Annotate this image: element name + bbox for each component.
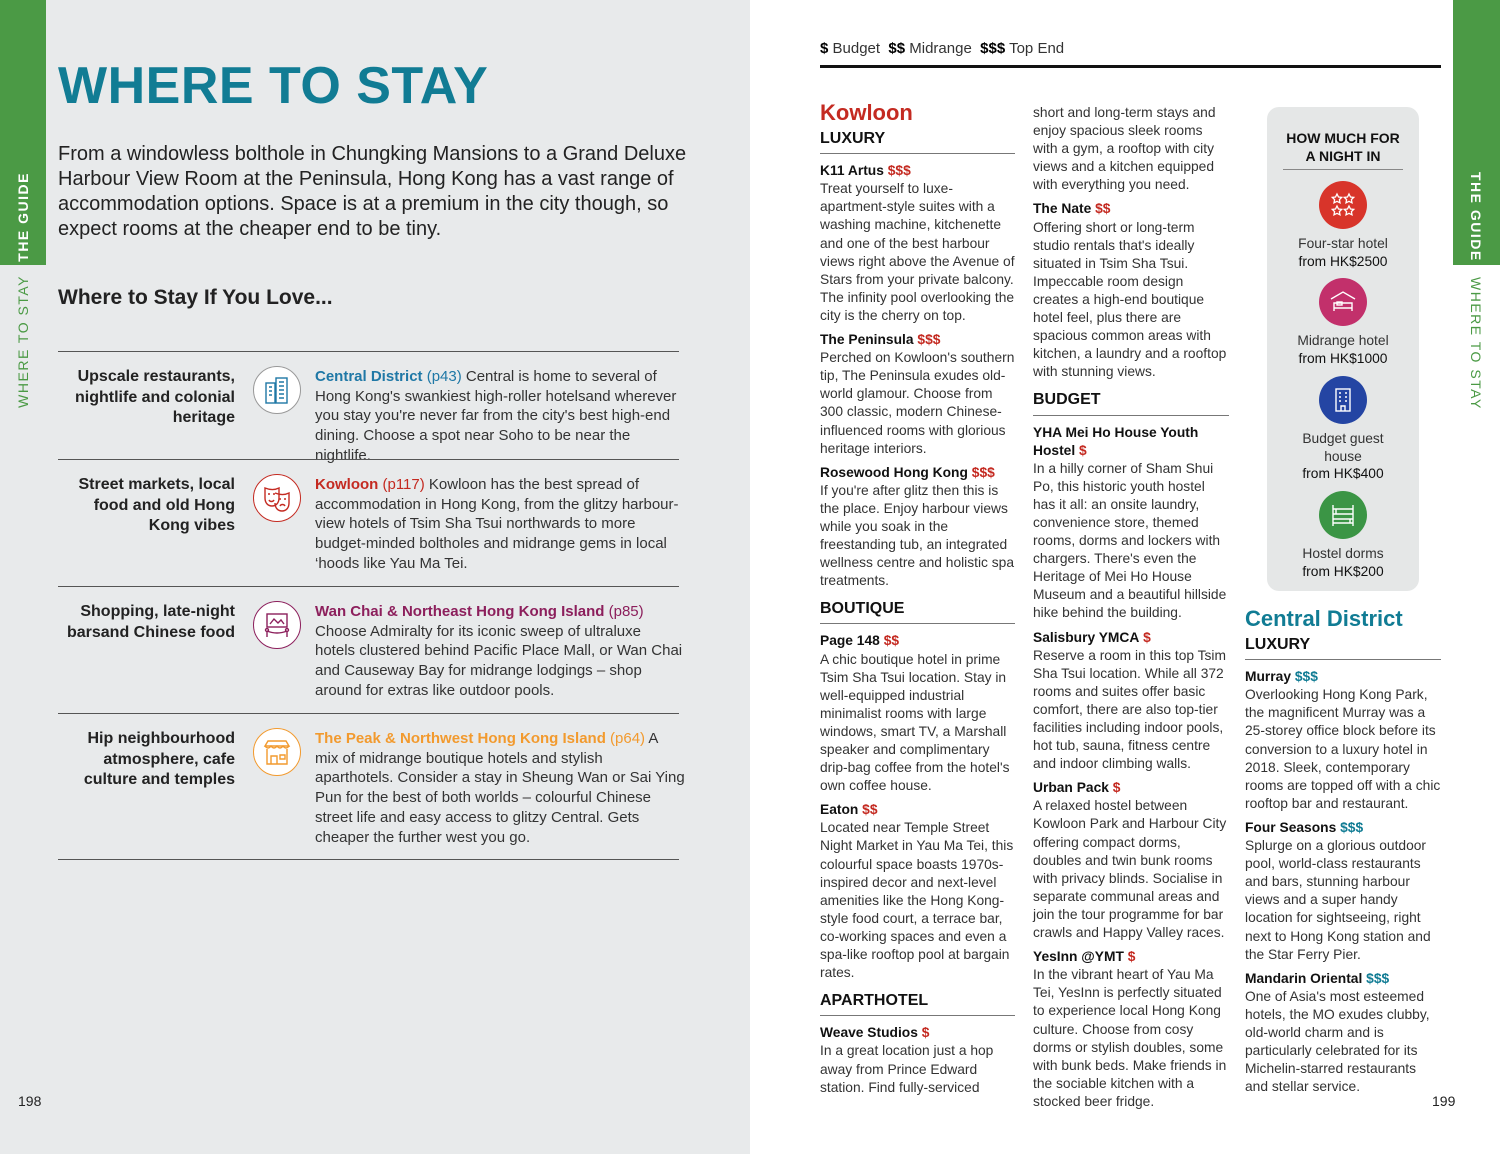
page-title: WHERE TO STAY [58, 57, 489, 115]
listing-nate: The Nate $$ Offering short or long-term studio rentals that's ideally situated in Tsim Sha Tsui. Impeccable room design creates a high-end boutique hotel feel, plus there are spacious common areas with kitchen, a laundry and a rooftop with stunning views. [1033, 201, 1227, 380]
page-number-left: 198 [18, 1093, 42, 1109]
kowloon-column-1 [820, 100, 1015, 1103]
love-row-kowloon [58, 459, 679, 586]
gallery-icon [253, 601, 301, 649]
kowloon-heading: Kowloon [820, 100, 913, 125]
building-icon [1319, 376, 1367, 424]
listing-yha: YHA Mei Ho House Youth Hostel $ In a hilly corner of Sham Shui Po, this historic youth hostel has it all: an onsite laundry, convenience store, themed rooms, dorms and lockers with chargers. There's even the Heritage of Mei Ho House Museum and a beautiful hillside hike behind the building. [1033, 424, 1227, 621]
theatre-masks-icon [253, 474, 301, 522]
page-number-right: 199 [1432, 1093, 1456, 1109]
tier-midrange: Midrange hotel from HK$1000 [1267, 278, 1419, 367]
central-luxury-heading: LUXURY [1245, 636, 1441, 660]
listing-page148: Page 148 $$ A chic boutique hotel in prime Tsim Sha Tsui location. Stay in well-equipped industrial minimalist rooms with large windows, smart TV, a Marshall speaker and complimentary drip-bag coffee from the hotel's own coffee house. [820, 633, 1010, 794]
bed-icon [1319, 278, 1367, 326]
listing-urban-pack: Urban Pack $ A relaxed hostel between Kowloon Park and Harbour City offering compact dorms, doubles and twin bunk rooms with privacy blinds. Socialise in separate communal areas and join the tour programme for bar crawls and Happy Valley races. [1033, 780, 1227, 941]
love-row-central [58, 351, 679, 464]
love-subheading: Where to Stay If You Love... [58, 286, 333, 309]
love-text: Central District (p43) Central is home to several of Hong Kong's swankiest high-roller hotelsand wherever you stay you're never far from the city's best high-end dining. Choose a spot near Soho to be near the nightlife. [315, 368, 677, 464]
listing-ymca: Salisbury YMCA $ Reserve a room in this top Tsim Sha Tsui location. While all 372 rooms and suites offer basic comfort, there are also top-tier facilities including indoor pools, hot tub, sauna, fitness centre and indoor climbing walls. [1033, 629, 1226, 772]
love-text: Kowloon (p117) Kowloon has the best spread of accommodation in Hong Kong, from the glitzy harbour-view hotels of Tsim Sha Tsui northwards to more budget-minded boltholes and midrange gems in local ‘hoods like Yau Ma Tei. [315, 476, 679, 572]
section-label-left: WHERE TO STAY [15, 275, 31, 408]
price-legend: $ Budget $$ Midrange $$$ Top End [820, 40, 1065, 57]
price-guide-box [1267, 107, 1419, 591]
central-district-heading: Central District [1245, 606, 1403, 631]
area-link[interactable]: Central District [315, 368, 423, 385]
love-row-wanchai [58, 586, 683, 713]
area-link[interactable]: The Peak & Northwest Hong Kong Island [315, 730, 606, 747]
price-guide-title: HOW MUCH FOR A NIGHT IN [1283, 129, 1403, 170]
central-district-column [1245, 606, 1441, 1102]
budget-heading: BUDGET [1033, 391, 1229, 415]
listing-eaton: Eaton $$ Located near Temple Street Night Market in Yau Ma Tei, this colourful space boasts 1970s-inspired decor and next-level amenities like the Hong Kong-style food court, a terrace bar, co-working spaces and even a spa-like rooftop pool at bargain rates. [820, 802, 1014, 981]
love-text: Wan Chai & Northeast Hong Kong Island (p85) Choose Admiralty for its iconic sweep of ultraluxe hotels clustered behind Pacific Place Mall, or Wan Chai and Causeway Bay for midrange lodgings – shop around for extras like outdoor pools. [315, 603, 683, 699]
shopfront-icon [253, 728, 301, 776]
listing-murray: Murray $$$ Overlooking Hong Kong Park, the magnificent Murray was a 25-storey office block before its conversion to a luxury hotel in 2018. Sleek, contemporary rooms are topped off with a chic rooftop bar and restaurant. [1245, 669, 1441, 811]
intro-paragraph: From a windowless bolthole in Chungking Mansions to a Grand Deluxe Harbour View Room at the Peninsula, Hong Kong has a vast range of accommodation options. Space is at a premium in the city though, so expect rooms at the cheaper end to be tiny. [58, 143, 687, 240]
guide-tab-label-right: THE GUIDE [1468, 172, 1484, 262]
love-row-peak [58, 713, 685, 860]
listing-yesinn: YesInn @YMT $ In the vibrant heart of Yau Ma Tei, YesInn is perfectly situated to experience local Hong Kong culture. Choose from cosy dorms or stylish doubles, some with bunk beds. Make friends in the sociable kitchen with a stocked beer fridge. [1033, 949, 1227, 1109]
area-link[interactable]: Wan Chai & Northeast Hong Kong Island [315, 603, 605, 620]
guide-tab-label-left: THE GUIDE [15, 172, 31, 262]
love-label: Street markets, local food and old Hong Kong vibes [78, 476, 235, 534]
four-star-icon [1319, 181, 1367, 229]
bunk-bed-icon [1319, 491, 1367, 539]
love-label: Hip neighbourhood atmosphere, cafe culture and temples [83, 730, 235, 788]
listing-weave: Weave Studios $ In a great location just a hop away from Prince Edward station. Find fully-serviced [820, 1025, 994, 1095]
listing-peninsula: The Peninsula $$$ Perched on Kowloon's southern tip, The Peninsula exudes old-world glamour. Choose from 300 classic, modern Chinese-influenced rooms with glorious heritage interiors. [820, 332, 1015, 456]
love-label: Upscale restaurants, nightlife and colonial heritage [75, 368, 235, 426]
aparthotel-heading: APARTHOTEL [820, 992, 1015, 1016]
tier-hostel: Hostel dorms from HK$200 [1267, 491, 1419, 580]
tier-budget: Budget guest house from HK$400 [1267, 376, 1419, 483]
header-rule [820, 65, 1441, 68]
love-label: Shopping, late-night barsand Chinese food [66, 603, 235, 641]
listing-mandarin-oriental: Mandarin Oriental $$$ One of Asia's most esteemed hotels, the MO exudes clubby, old-world charm and is particularly celebrated for its Michelin-starred restaurants and stellar service. [1245, 970, 1430, 1095]
kowloon-column-2 [1033, 104, 1229, 1117]
tier-four-star: Four-star hotel from HK$2500 [1267, 181, 1419, 270]
section-label-right: WHERE TO STAY [1468, 277, 1484, 410]
listing-weave-continued: short and long-term stays and enjoy spacious sleek rooms with a gym, a rooftop with city views and a kitchen equipped with everything you need. [1033, 105, 1216, 193]
listing-rosewood: Rosewood Hong Kong $$$ If you're after glitz then this is the place. Enjoy harbour views while you soak in the freestanding tub, an integrated wellness centre and holistic spa treatments. [820, 464, 1015, 589]
boutique-heading: BOUTIQUE [820, 600, 1015, 624]
listing-four-seasons: Four Seasons $$$ Splurge on a glorious outdoor pool, world-class restaurants and bars, stunning harbour views and a super handy location for sightseeing, right next to Hong Kong station and the Star Ferry Pier. [1245, 819, 1431, 962]
listing-k11: K11 Artus $$$ Treat yourself to luxe-apartment-style suites with a washing machine, kitchenette and one of the best harbour views right above the Avenue of Stars from your private balcony. The infinity pool overlooking the city is the cherry on top. [820, 163, 1015, 323]
luxury-heading: LUXURY [820, 130, 1015, 154]
skyscraper-icon [253, 366, 301, 414]
area-link[interactable]: Kowloon [315, 476, 379, 493]
love-text: The Peak & Northwest Hong Kong Island (p64) A mix of midrange boutique hotels and stylish aparthotels. Consider a stay in Sheung Wan or Sai Ying Pun for the best of both worlds – colourful Chinese street life and easy access to glitzy Central. Gets cheaper the further west you go. [315, 730, 685, 846]
